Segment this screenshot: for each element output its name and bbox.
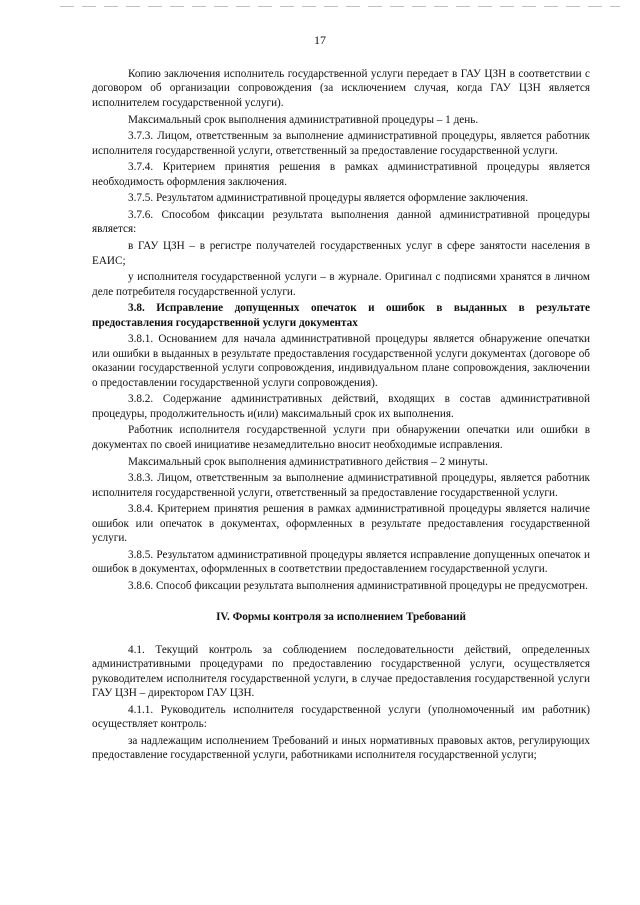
paragraph-3-8-1: 3.8.1. Основанием для начала административной процедуры является обнаружение опечатки или ошибки в выданных в результате предоставления государственной услуги документах (договоре об оказании государственной услуги сопровождения, индивидуальном плане сопровождения, заключении о предоставлении государственной услуги сопровождения). — [92, 333, 590, 389]
paragraph-control-compliance: за надлежащим исполнением Требований и иных нормативных правовых актов, регулирующих предоставление государственной услуги, работниками исполнителя государственной услуги; — [92, 734, 590, 762]
paragraph-3-7-5: 3.7.5. Результатом административной процедуры является оформление заключения. — [128, 192, 529, 205]
paragraph-3-8-2: 3.8.2. Содержание административных действий, входящих в состав административной процедуры, продолжительность и(или) максимальный срок их выполнения. — [92, 393, 590, 420]
scan-edge-artifact — [60, 6, 620, 7]
paragraph-3-7-3: 3.7.3. Лицом, ответственным за выполнение административной процедуры, является работник исполнителя государственной услуги, ответственный за предоставление государственной услуги. — [92, 130, 590, 157]
page-number: 17 — [314, 33, 326, 47]
paragraph-journal: у исполнителя государственной услуги – в журнале. Оригинал с подписями хранятся в личном деле потребителя государственной услуги. — [92, 271, 590, 298]
paragraph-max-term-1-day: Максимальный срок выполнения административной процедуры – 1 день. — [128, 113, 479, 126]
paragraph-max-term-2-minutes: Максимальный срок выполнения административного действия – 2 минуты. — [128, 455, 488, 468]
paragraph-copy-of-conclusion: Копию заключения исполнитель государственной услуги передает в ГАУ ЦЗН в соответствии с договором об организации сопровождения (за исключением случая, когда ГАУ ЦЗН является исполнителем государственной услуги). — [92, 68, 590, 109]
section-heading-iv: IV. Формы контроля за исполнением Требований — [216, 611, 466, 624]
paragraph-3-7-6: 3.7.6. Способом фиксации результата выполнения данной административной процедуры является: — [92, 209, 590, 236]
subsection-heading-3-8: 3.8. Исправление допущенных опечаток и ошибок в выданных в результате предоставления государственной услуги документах — [92, 302, 590, 329]
paragraph-3-7-4: 3.7.4. Критерием принятия решения в рамках административной процедуры является необходимость оформления заключения. — [92, 161, 590, 188]
paragraph-worker-corrections: Работник исполнителя государственной услуги при обнаружении опечатки или ошибки в документах по своей инициативе незамедлительно вносит необходимые исправления. — [92, 424, 590, 451]
paragraph-3-8-5: 3.8.5. Результатом административной процедуры является исправление допущенных опечаток и ошибок в документах, оформленных в соответствии предоставлением государственной услуги. — [92, 548, 590, 576]
paragraph-4-1-1: 4.1.1. Руководитель исполнителя государственной услуги (уполномоченный им работник) осуществляет контроль: — [92, 703, 590, 731]
paragraph-4-1: 4.1. Текущий контроль за соблюдением последовательности действий, определенных административными процедурами по предоставлению государственной услуги, осуществляется руководителем исполнителя государственной услуги, в случае предоставления государственной услуги ГАУ ЦЗН – директором ГАУ ЦЗН. — [92, 643, 590, 700]
paragraph-gau-czn-register: в ГАУ ЦЗН – в регистре получателей государственных услуг в сфере занятости населения в ЕАИС; — [92, 240, 590, 267]
paragraph-3-8-4: 3.8.4. Критерием принятия решения в рамках административной процедуры является наличие ошибок или опечаток в документах, оформленных в результате предоставления государственной услуги. — [92, 503, 590, 545]
document-body — [92, 67, 590, 765]
paragraph-3-8-6: 3.8.6. Способ фиксации результата выполнения административной процедуры не предусмотрен. — [128, 579, 588, 592]
paragraph-3-8-3: 3.8.3. Лицом, ответственным за выполнение административной процедуры, является работник исполнителя государственной услуги, ответственный за предоставление государственной услуги. — [92, 472, 590, 499]
